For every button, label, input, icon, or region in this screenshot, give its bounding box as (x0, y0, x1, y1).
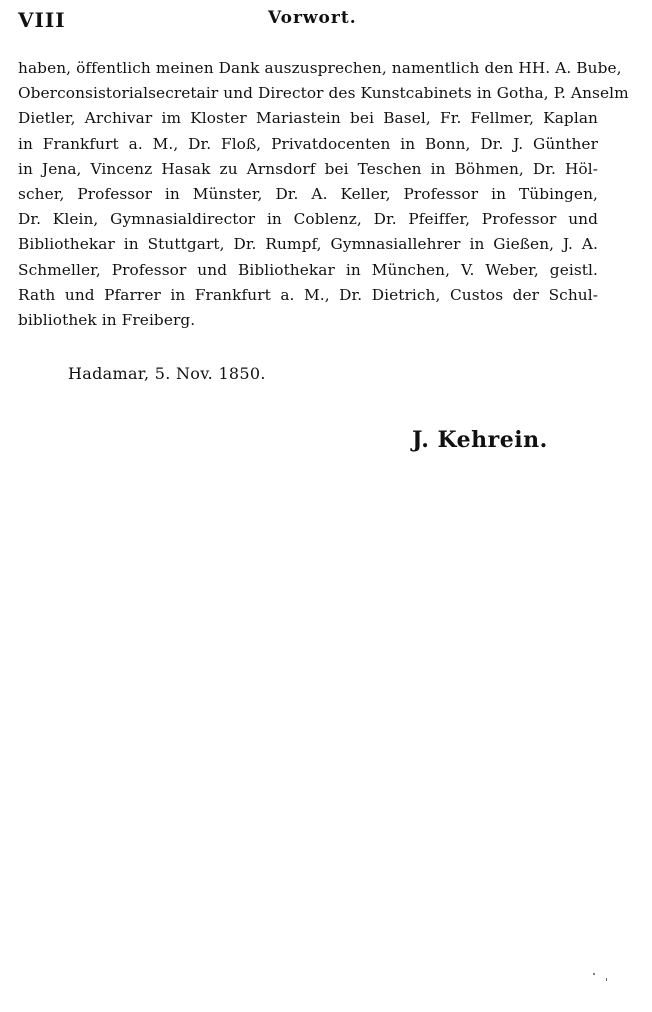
text-line: in Jena, Vincenz Hasak zu Arnsdorf bei Teschen in Böhmen, Dr. Höl- (18, 159, 598, 178)
text-line: Bibliothekar in Stuttgart, Dr. Rumpf, Gymnasiallehrer in Gießen, J. A. (18, 235, 598, 254)
page-number: VIII (18, 8, 66, 32)
text-line: in Frankfurt a. M., Dr. Floß, Privatdocenten in Bonn, Dr. J. Günther (18, 134, 598, 153)
text-line: Dietler, Archivar im Kloster Mariastein bei Basel, Fr. Fellmer, Kaplan (18, 109, 598, 128)
running-title: Vorwort. (268, 8, 357, 28)
dateline: Hadamar, 5. Nov. 1850. (68, 364, 266, 383)
text-line: Rath und Pfarrer in Frankfurt a. M., Dr. Dietrich, Custos der Schul- (18, 285, 598, 304)
text-line: haben, öffentlich meinen Dank auszusprechen, namentlich den HH. A. Bube, (18, 59, 622, 77)
print-speck (593, 973, 595, 975)
running-head (18, 8, 628, 36)
text-line: Dr. Klein, Gymnasialdirector in Coblenz, Dr. Pfeiffer, Professor und (18, 210, 598, 229)
text-line: Oberconsistorialsecretair und Director des Kunstcabinets in Gotha, P. Anselm (18, 84, 629, 103)
text-line: Schmeller, Professor und Bibliothekar in München, V. Weber, geistl. (18, 260, 598, 279)
text-line: bibliothek in Freiberg. (18, 310, 196, 329)
author-signature: J. Kehrein. (412, 427, 548, 453)
preface-paragraph (18, 56, 629, 333)
text-line: scher, Professor in Münster, Dr. A. Keller, Professor in Tübingen, (18, 184, 598, 203)
print-speck (606, 978, 607, 981)
